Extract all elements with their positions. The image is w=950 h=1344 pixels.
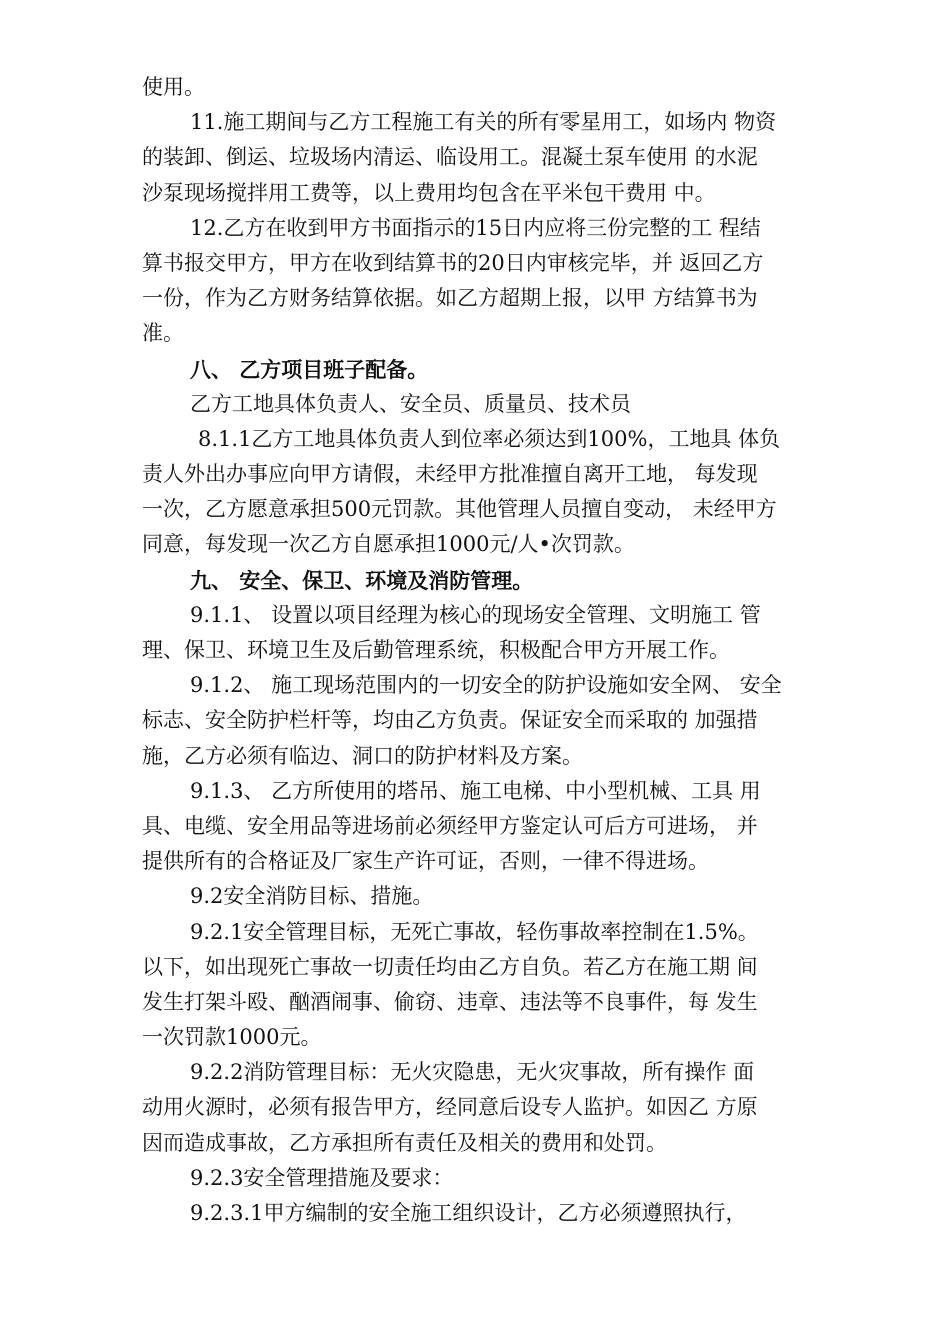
text-line: 标志、安全防护栏杆等，均由乙方负责。保证安全而采取的 加强措 bbox=[142, 708, 758, 733]
text-line: 9.1.3、 乙方所使用的塔吊、施工电梯、中小型机械、工具 用 bbox=[190, 778, 761, 803]
text-line: 责人外出办事应向甲方请假，未经甲方批准擅自离开工地， 每发现 bbox=[142, 462, 758, 487]
text-line: 动用火源时，必须有报告甲方，经同意后设专人监护。如因乙 方原 bbox=[142, 1095, 758, 1120]
text-line: 提供所有的合格证及厂家生产许可证，否则，一律不得进场。 bbox=[142, 849, 709, 874]
text-line: 12.乙方在收到甲方书面指示的15日内应将三份完整的工 程结 bbox=[190, 215, 761, 240]
text-line: 施，乙方必须有临边、洞口的防护材料及方案。 bbox=[142, 743, 583, 768]
text-line: 9.2.1安全管理目标，无死亡事故，轻伤事故率控制在1.5%。 bbox=[190, 919, 759, 944]
text-line: 11.施工期间与乙方工程施工有关的所有零星用工，如场内 物资 bbox=[190, 110, 777, 135]
text-line: 8.1.1乙方工地具体负责人到位率必须达到100%，工地具 体负 bbox=[198, 426, 781, 451]
text-line: 沙泵现场搅拌用工费等，以上费用均包含在平米包干费用 中。 bbox=[142, 180, 716, 205]
section-heading: 九、 安全、保卫、环境及消防管理。 bbox=[190, 567, 534, 593]
text-line: 以下，如出现死亡事故一切责任均由乙方自负。若乙方在施工期 间 bbox=[142, 954, 758, 979]
text-line: 的装卸、倒运、垃圾场内清运、临设用工。混凝土泵车使用 的水泥 bbox=[142, 145, 758, 170]
text-line: 使用。 bbox=[142, 75, 205, 99]
text-line: 一次罚款1000元。 bbox=[142, 1025, 322, 1050]
text-line: 一份，作为乙方财务结算依据。如乙方超期上报，以甲 方结算书为 bbox=[142, 286, 758, 311]
text-line: 9.2安全消防目标、措施。 bbox=[190, 884, 434, 909]
text-line: 准。 bbox=[142, 321, 184, 346]
text-line: 9.2.3安全管理措施及要求： bbox=[190, 1165, 454, 1190]
text-line: 一次，乙方愿意承担500元罚款。其他管理人员擅自变动， 未经甲方 bbox=[142, 497, 777, 522]
text-line: 发生打架斗殴、酗酒闹事、偷窃、违章、违法等不良事件，每 发生 bbox=[142, 989, 758, 1014]
text-line: 9.2.3.1甲方编制的安全施工组织设计，乙方必须遵照执行， bbox=[190, 1201, 747, 1225]
text-line: 9.2.2消防管理目标：无火灾隐患，无火灾事故，所有操作 面 bbox=[190, 1060, 755, 1085]
document-body bbox=[142, 70, 832, 1231]
text-line: 同意，每发现一次乙方自愿承担1000元/人•次罚款。 bbox=[142, 532, 635, 557]
text-line: 9.1.2、 施工现场范围内的一切安全的防护设施如安全网、 安全 bbox=[190, 673, 782, 698]
text-line: 乙方工地具体负责人、安全员、质量员、技术员 bbox=[190, 391, 631, 416]
section-heading: 八、 乙方项目班子配备。 bbox=[190, 356, 429, 382]
text-line: 理、保卫、环境卫生及后勤管理系统，积极配合甲方开展工作。 bbox=[142, 638, 730, 662]
text-line: 算书报交甲方，甲方在收到结算书的20日内审核完毕，并 返回乙方 bbox=[142, 250, 764, 275]
text-line: 具、电缆、安全用品等进场前必须经甲方鉴定认可后方可进场， 并 bbox=[142, 813, 758, 838]
text-line: 因而造成事故，乙方承担所有责任及相关的费用和处罚。 bbox=[142, 1130, 667, 1155]
text-line: 9.1.1、 设置以项目经理为核心的现场安全管理、文明施工 管 bbox=[190, 602, 761, 627]
